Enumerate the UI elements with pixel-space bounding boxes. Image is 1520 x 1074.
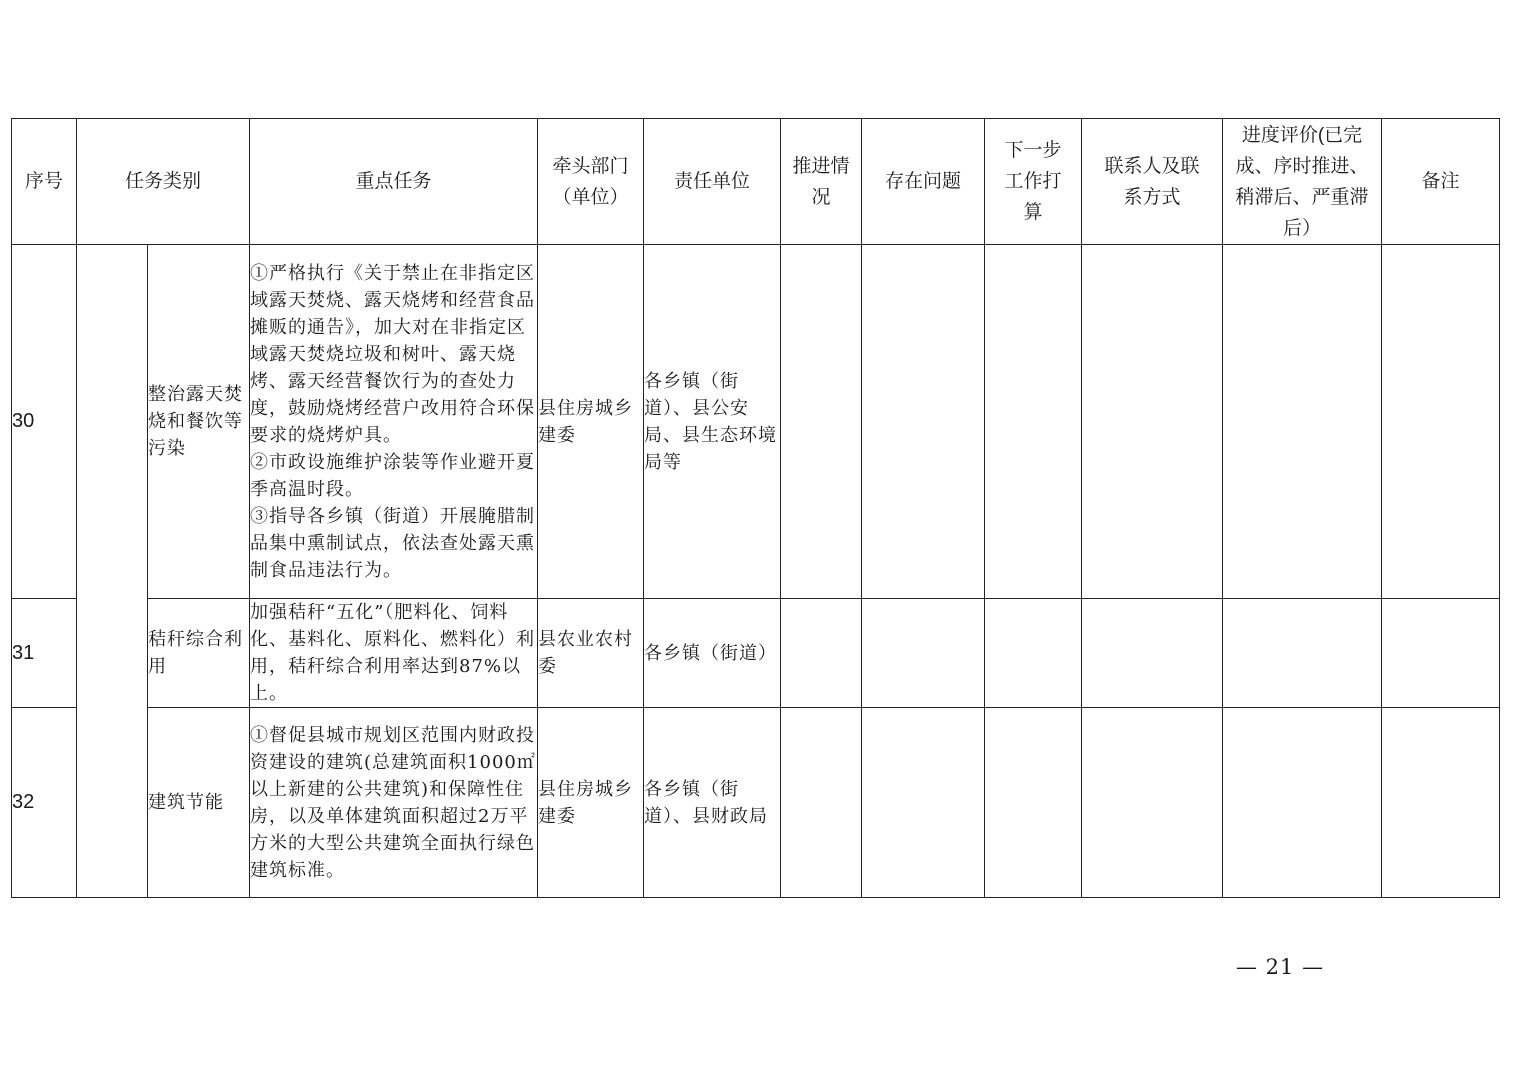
header-category: 任务类别 [77, 119, 250, 245]
row-next-step [985, 245, 1082, 599]
row-seq: 31 [12, 599, 77, 708]
row-key-task [250, 708, 538, 898]
row-subcategory: 建筑节能 [148, 708, 250, 898]
task-item: ③指导各乡镇（街道）开展腌腊制品集中熏制试点，依法查处露天熏制食品违法行为。 [250, 505, 536, 581]
row-responsible: 各乡镇（街道）、县财政局 [644, 708, 781, 898]
header-remarks: 备注 [1382, 119, 1500, 245]
table-row [12, 599, 1500, 708]
row-next-step [985, 599, 1082, 708]
row-responsible: 各乡镇（街道）、县公安局、县生态环境局等 [644, 245, 781, 599]
row-evaluation [1223, 599, 1382, 708]
header-contact: 联系人及联系方式 [1082, 119, 1223, 245]
row-remarks [1382, 245, 1500, 599]
row-problems [862, 708, 985, 898]
row-remarks [1382, 599, 1500, 708]
table-row [12, 245, 1500, 599]
row-remarks [1382, 708, 1500, 898]
task-item: ②市政设施维护涂装等作业避开夏季高温时段。 [250, 451, 536, 500]
row-evaluation [1223, 245, 1382, 599]
row-subcategory: 整治露天焚烧和餐饮等污染 [148, 245, 250, 599]
row-key-task [250, 245, 538, 599]
row-contact [1082, 245, 1223, 599]
row-problems [862, 599, 985, 708]
header-next-step: 下一步工作打算 [985, 119, 1082, 245]
row-key-task [250, 599, 538, 708]
row-progress [781, 708, 862, 898]
row-lead-dept: 县住房城乡建委 [538, 708, 644, 898]
row-problems [862, 245, 985, 599]
row-progress [781, 599, 862, 708]
row-lead-dept: 县住房城乡建委 [538, 245, 644, 599]
row-responsible: 各乡镇（街道） [644, 599, 781, 708]
header-evaluation: 进度评价(已完成、序时推进、稍滞后、严重滞后） [1223, 119, 1382, 245]
header-seq: 序号 [12, 119, 77, 245]
task-item: ①督促县城市规划区范围内财政投资建设的建筑(总建筑面积1000㎡以上新建的公共建筑)和保障性住房，以及单体建筑面积超过2万平方米的大型公共建筑全面执行绿色建筑标准。 [250, 724, 536, 881]
header-progress: 推进情况 [781, 119, 862, 245]
header-lead-dept: 牵头部门（单位） [538, 119, 644, 245]
row-seq: 32 [12, 708, 77, 898]
category-merged-cell [77, 245, 148, 898]
row-next-step [985, 708, 1082, 898]
row-lead-dept: 县农业农村委 [538, 599, 644, 708]
table-row [12, 708, 1500, 898]
task-item: ①严格执行《关于禁止在非指定区域露天焚烧、露天烧烤和经营食品摊贩的通告》，加大对在非指定区域露天焚烧垃圾和树叶、露天烧烤、露天经营餐饮行为的查处力度，鼓励烧烤经营户改用符合环保要求的烧烤炉具。 [250, 262, 536, 446]
page-number: — 21 — [1236, 955, 1325, 979]
header-key-task: 重点任务 [250, 119, 538, 245]
row-evaluation [1223, 708, 1382, 898]
header-row [12, 119, 1500, 245]
header-responsible: 责任单位 [644, 119, 781, 245]
row-seq: 30 [12, 245, 77, 599]
task-item: 加强秸秆“五化”（肥料化、饲料化、基料化、原料化、燃料化）利用，秸秆综合利用率达到87%以上。 [250, 602, 536, 704]
row-contact [1082, 599, 1223, 708]
row-progress [781, 245, 862, 599]
row-contact [1082, 708, 1223, 898]
row-subcategory: 秸秆综合利用 [148, 599, 250, 708]
header-problems: 存在问题 [862, 119, 985, 245]
task-table [11, 118, 1500, 898]
